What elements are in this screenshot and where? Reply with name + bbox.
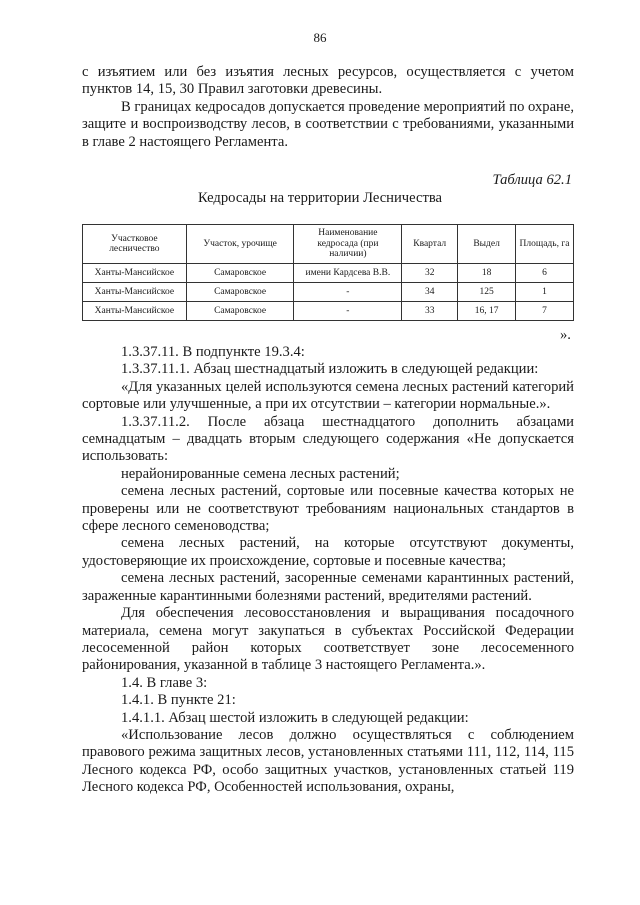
intro-paragraph: В границах кедросадов допускается проведение мероприятий по охране, защите и воспроизводству лесов, в соответствии с требованиями, указанными в главе 2 настоящего Регламента. (82, 98, 574, 150)
table-cell: имени Кардсева В.В. (294, 264, 402, 283)
intro-paragraph: с изъятием или без изъятия лесных ресурсов, осуществляется с учетом пунктов 14, 15, 30 Правил заготовки древесины. (82, 64, 574, 98)
body-paragraph: семена лесных растений, на которые отсутствуют документы, удостоверяющие их происхождение, сортовые и посевные качества; (82, 535, 574, 569)
table-cell: Ханты-Мансийское (83, 264, 187, 283)
table-cell: 34 (402, 283, 458, 302)
table-cell: - (294, 283, 402, 302)
table-cell: - (294, 302, 402, 321)
table-cell: 125 (458, 283, 516, 302)
table-header: Выдел (458, 225, 516, 264)
table-header: Квартал (402, 225, 458, 264)
table-cell: Самаровское (186, 283, 294, 302)
body-paragraph: 1.4.1.1. Абзац шестой изложить в следующей редакции: (121, 709, 469, 726)
table-header: Участковое лесничество (83, 225, 187, 264)
body-paragraph: 1.4.1. В пункте 21: (121, 692, 236, 709)
table-cell: 33 (402, 302, 458, 321)
table-cell: Ханты-Мансийское (83, 283, 187, 302)
body-block (82, 344, 574, 797)
body-paragraph: 1.3.37.11. В подпункте 19.3.4: (121, 344, 305, 360)
table-header-row (83, 225, 574, 264)
table-header: Площадь, га (516, 225, 574, 264)
intro-block (82, 64, 574, 151)
cedar-groves-table (82, 224, 574, 321)
table-cell: Самаровское (186, 264, 294, 283)
table-cell: 16, 17 (458, 302, 516, 321)
body-paragraph: 1.3.37.11.2. После абзаца шестнадцатого дополнить абзацами семнадцатым – двадцать вторым следующего содержания «Не допускается использовать: (82, 413, 574, 465)
table-cell: Ханты-Мансийское (83, 302, 187, 321)
table-header: Наименование кедросада (при наличии) (294, 225, 402, 264)
body-paragraph: 1.3.37.11.1. Абзац шестнадцатый изложить в следующей редакции: (121, 361, 539, 378)
body-paragraph: «Для указанных целей используются семена лесных растений категорий сортовые или улучшенные, а при их отсутствии – категории нормальные.». (82, 378, 574, 413)
body-paragraph: Для обеспечения лесовосстановления и выращивания посадочного материала, семена могут закупаться в субъектах Российской Федерации лесосеменной район которых соответствует зоне лесосеменного районирования, указанной в таблице 3 настоящего Регламента.». (82, 605, 574, 674)
table-cell: 1 (516, 283, 574, 302)
table-cell: 7 (516, 302, 574, 321)
body-paragraph: нерайонированные семена лесных растений; (121, 465, 400, 482)
body-paragraph: 1.4. В главе 3: (121, 674, 208, 691)
table-cell: 32 (402, 264, 458, 283)
body-paragraph: семена лесных растений, сортовые или посевные качества которых не проверены или не соответствуют требованиям национальных стандартов в сфере лесного семеноводства; (82, 483, 574, 535)
table-row (83, 283, 574, 302)
table-caption: Таблица 62.1 (492, 172, 572, 188)
table-title: Кедросады на территории Лесничества (197, 190, 443, 206)
table-row (83, 264, 574, 283)
body-paragraph: «Использование лесов должно осуществляться с соблюдением правового режима защитных лесов, установленных статьями 111, 112, 114, 115 Лесного кодекса РФ, особо защитных участков, установленных статьей 119 Лесного кодекса РФ, Особенностей использования, охраны, (82, 726, 574, 796)
table-header: Участок, урочище (186, 225, 294, 264)
table-row (83, 302, 574, 321)
table-cell: 18 (458, 264, 516, 283)
table-closing-quote: ». (560, 327, 571, 343)
table-cell: 6 (516, 264, 574, 283)
table-cell: Самаровское (186, 302, 294, 321)
page-number: 86 (313, 30, 327, 45)
body-paragraph: семена лесных растений, засоренные семенами карантинных растений, зараженные карантинными болезнями растений, вредителями растений. (82, 570, 574, 604)
